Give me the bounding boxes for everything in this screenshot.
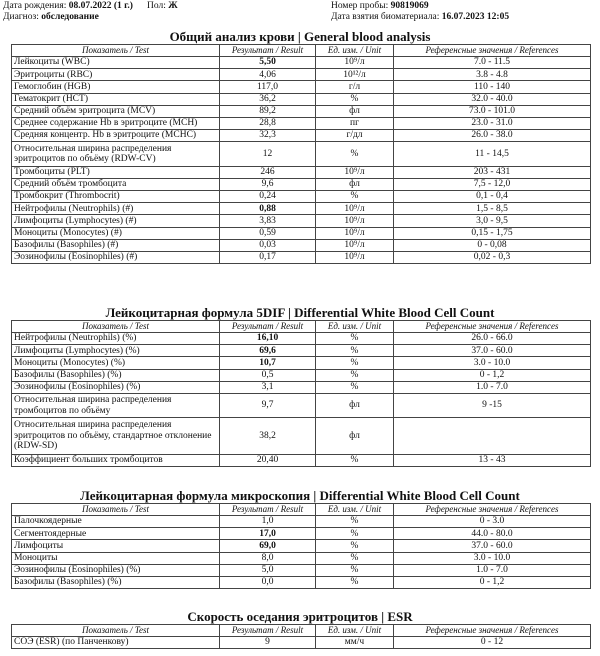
- reference-range: 9 -15: [394, 393, 591, 417]
- unit-value: %: [316, 333, 394, 345]
- result-value: 117,0: [220, 81, 316, 93]
- result-value: 12: [220, 142, 316, 166]
- section-title: Скорость оседания эритроцитов | ESR: [187, 609, 413, 624]
- reference-range: 23.0 - 31.0: [394, 117, 591, 129]
- table-row: [12, 369, 591, 381]
- unit-value: фл: [316, 418, 394, 455]
- reference-range: 11 - 14,5: [394, 142, 591, 166]
- reference-range: 1,5 - 8,5: [394, 203, 591, 215]
- results-table: [11, 320, 591, 467]
- table-row: [12, 227, 591, 239]
- reference-range: 0 - 0,08: [394, 239, 591, 251]
- test-name: Сегментоядерные: [12, 528, 220, 540]
- test-name: Эозинофилы (Eosinophiles) (%): [12, 564, 220, 576]
- unit-value: 10⁹/л: [316, 203, 394, 215]
- test-name: Лимфоциты (Lymphocytes) (%): [12, 345, 220, 357]
- unit-value: пг: [316, 117, 394, 129]
- unit-value: фл: [316, 105, 394, 117]
- column-header-test: Показатель / Test: [12, 45, 220, 57]
- test-name: Моноциты (Monocytes) (%): [12, 357, 220, 369]
- unit-value: %: [316, 369, 394, 381]
- test-name: Гематокрит (HCT): [12, 93, 220, 105]
- birth-date-line: [3, 1, 133, 12]
- unit-value: %: [316, 540, 394, 552]
- reference-range: 1.0 - 7.0: [394, 564, 591, 576]
- result-value: 69,6: [220, 345, 316, 357]
- result-value: 8,0: [220, 552, 316, 564]
- result-value: 89,2: [220, 105, 316, 117]
- test-name: Эритроциты (RBC): [12, 69, 220, 81]
- result-value: 9,7: [220, 393, 316, 417]
- table-row: [12, 333, 591, 345]
- unit-value: 10⁹/л: [316, 252, 394, 264]
- column-header-unit: Ед. изм. / Unit: [316, 504, 394, 516]
- reference-range: 1.0 - 7.0: [394, 381, 591, 393]
- table-row: [12, 637, 591, 649]
- table-row: [12, 117, 591, 129]
- unit-value: 10¹²/л: [316, 69, 394, 81]
- table-row: [12, 564, 591, 576]
- test-name: СОЭ (ESR) (по Панченкову): [12, 637, 220, 649]
- birth-date-value: 08.07.2022 (1 г.): [68, 1, 133, 11]
- table-row: [12, 215, 591, 227]
- table-row: [12, 105, 591, 117]
- table-row: [12, 393, 591, 417]
- test-name: Лейкоциты (WBC): [12, 57, 220, 69]
- table-row: [12, 552, 591, 564]
- column-header-result: Результат / Result: [220, 504, 316, 516]
- results-table: [11, 624, 591, 649]
- test-name: Базофилы (Basophiles) (%): [12, 369, 220, 381]
- column-header-result: Результат / Result: [220, 321, 316, 333]
- result-value: 5,50: [220, 57, 316, 69]
- result-value: 0,03: [220, 239, 316, 251]
- result-value: 9: [220, 637, 316, 649]
- unit-value: 10⁹/л: [316, 239, 394, 251]
- reference-range: 3.8 - 4.8: [394, 69, 591, 81]
- test-name: Относительная ширина распределения эритроцитов по объёму, стандартное отклонение (RDW-SD): [12, 418, 220, 455]
- result-value: 0,5: [220, 369, 316, 381]
- result-value: 3,83: [220, 215, 316, 227]
- result-value: 0,59: [220, 227, 316, 239]
- reference-range: 7.0 - 11.5: [394, 57, 591, 69]
- result-value: 246: [220, 166, 316, 178]
- sample-number-label: Номер пробы:: [331, 1, 389, 11]
- table-row: [12, 357, 591, 369]
- table-row: [12, 57, 591, 69]
- results-table: [11, 44, 591, 264]
- unit-value: %: [316, 345, 394, 357]
- test-name: Тромбоциты (PLT): [12, 166, 220, 178]
- result-value: 10,7: [220, 357, 316, 369]
- unit-value: 10⁹/л: [316, 57, 394, 69]
- result-value: 17,0: [220, 528, 316, 540]
- birth-date-label: Дата рождения:: [3, 1, 67, 11]
- result-value: 36,2: [220, 93, 316, 105]
- test-name: Коэффициент больших тромбоцитов: [12, 454, 220, 466]
- table-row: [12, 528, 591, 540]
- section-title: Общий анализ крови | General blood analysis: [169, 29, 431, 44]
- reference-range: 3,0 - 9,5: [394, 215, 591, 227]
- table-header-row: [12, 321, 591, 333]
- unit-value: %: [316, 564, 394, 576]
- result-value: 3,1: [220, 381, 316, 393]
- test-name: Моноциты: [12, 552, 220, 564]
- sex-line: [147, 1, 178, 12]
- table-row: [12, 576, 591, 588]
- table-row: [12, 381, 591, 393]
- table-row: [12, 69, 591, 81]
- test-name: Тромбокрит (Thrombocrit): [12, 191, 220, 203]
- reference-range: 73.0 - 101.0: [394, 105, 591, 117]
- reference-range: 26.0 - 38.0: [394, 130, 591, 142]
- reference-range: 3.0 - 10.0: [394, 552, 591, 564]
- unit-value: %: [316, 454, 394, 466]
- result-value: 16,10: [220, 333, 316, 345]
- test-name: Относительная ширина распределения эритроцитов по объёму (RDW-CV): [12, 142, 220, 166]
- unit-value: %: [316, 93, 394, 105]
- column-header-result: Результат / Result: [220, 625, 316, 637]
- test-name: Базофилы (Basophiles) (#): [12, 239, 220, 251]
- unit-value: %: [316, 528, 394, 540]
- table-row: [12, 142, 591, 166]
- unit-value: %: [316, 142, 394, 166]
- test-name: Лимфоциты: [12, 540, 220, 552]
- section-title: Лейкоцитарная формула 5DIF | Differential White Blood Cell Count: [105, 305, 495, 320]
- result-value: 0,17: [220, 252, 316, 264]
- sample-number-value: 90819069: [390, 1, 429, 11]
- test-name: Лимфоциты (Lymphocytes) (#): [12, 215, 220, 227]
- test-name: Гемоглобин (HGB): [12, 81, 220, 93]
- collection-date-label: Дата взятия биоматериала:: [331, 12, 440, 22]
- column-header-unit: Ед. изм. / Unit: [316, 45, 394, 57]
- result-value: 5,0: [220, 564, 316, 576]
- reference-range: 37.0 - 60.0: [394, 540, 591, 552]
- reference-range: 0 - 1,2: [394, 369, 591, 381]
- reference-range: 0,1 - 0,4: [394, 191, 591, 203]
- reference-range: 110 - 140: [394, 81, 591, 93]
- result-value: 0,88: [220, 203, 316, 215]
- reference-range: 37.0 - 60.0: [394, 345, 591, 357]
- unit-value: 10⁹/л: [316, 166, 394, 178]
- table-row: [12, 345, 591, 357]
- unit-value: г/л: [316, 81, 394, 93]
- reference-range: [394, 418, 591, 455]
- result-value: 4,06: [220, 69, 316, 81]
- test-name: Относительная ширина распределения тромбоцитов по объёму: [12, 393, 220, 417]
- result-value: 0,24: [220, 191, 316, 203]
- unit-value: мм/ч: [316, 637, 394, 649]
- unit-value: 10⁹/л: [316, 215, 394, 227]
- test-name: Нейтрофилы (Neutrophils) (%): [12, 333, 220, 345]
- reference-range: 0 - 3.0: [394, 516, 591, 528]
- sample-number-line: [331, 1, 429, 12]
- table-row: [12, 191, 591, 203]
- table-row: [12, 81, 591, 93]
- column-header-result: Результат / Result: [220, 45, 316, 57]
- reference-range: 26.0 - 66.0: [394, 333, 591, 345]
- results-table: [11, 503, 591, 589]
- test-name: Эозинофилы (Eosinophiles) (#): [12, 252, 220, 264]
- column-header-reference: Референсные значения / References: [394, 45, 591, 57]
- column-header-reference: Референсные значения / References: [394, 504, 591, 516]
- result-value: 0,0: [220, 576, 316, 588]
- reference-range: 44.0 - 80.0: [394, 528, 591, 540]
- result-value: 32,3: [220, 130, 316, 142]
- reference-range: 203 - 431: [394, 166, 591, 178]
- unit-value: %: [316, 576, 394, 588]
- test-name: Эозинофилы (Eosinophiles) (%): [12, 381, 220, 393]
- test-name: Палочкоядерные: [12, 516, 220, 528]
- sex-label: Пол:: [147, 1, 166, 11]
- table-row: [12, 239, 591, 251]
- collection-date-line: [331, 12, 509, 23]
- test-name: Базофилы (Basophiles) (%): [12, 576, 220, 588]
- collection-date-value: 16.07.2023 12:05: [441, 12, 510, 22]
- reference-range: 32.0 - 40.0: [394, 93, 591, 105]
- result-value: 1,0: [220, 516, 316, 528]
- diagnosis-label: Диагноз:: [3, 12, 39, 22]
- table-header-row: [12, 45, 591, 57]
- test-name: Средняя концентр. Hb в эритроците (MCHC): [12, 130, 220, 142]
- section-title: Лейкоцитарная формула микроскопия | Differential White Blood Cell Count: [80, 488, 520, 503]
- test-name: Среднее содержание Hb в эритроците (MCH): [12, 117, 220, 129]
- test-name: Моноциты (Monocytes) (#): [12, 227, 220, 239]
- result-value: 28,8: [220, 117, 316, 129]
- unit-value: %: [316, 381, 394, 393]
- table-row: [12, 454, 591, 466]
- reference-range: 0 - 1,2: [394, 576, 591, 588]
- table-header-row: [12, 625, 591, 637]
- reference-range: 0,15 - 1,75: [394, 227, 591, 239]
- reference-range: 0 - 12: [394, 637, 591, 649]
- unit-value: 10⁹/л: [316, 227, 394, 239]
- table-row: [12, 178, 591, 190]
- test-name: Средний объём тромбоцита: [12, 178, 220, 190]
- column-header-reference: Референсные значения / References: [394, 625, 591, 637]
- result-value: 69,0: [220, 540, 316, 552]
- unit-value: %: [316, 191, 394, 203]
- result-value: 20,40: [220, 454, 316, 466]
- table-row: [12, 540, 591, 552]
- table-row: [12, 203, 591, 215]
- unit-value: %: [316, 552, 394, 564]
- table-row: [12, 516, 591, 528]
- reference-range: 7,5 - 12,0: [394, 178, 591, 190]
- column-header-test: Показатель / Test: [12, 321, 220, 333]
- column-header-unit: Ед. изм. / Unit: [316, 625, 394, 637]
- diagnosis-value: обследование: [41, 12, 99, 22]
- table-row: [12, 166, 591, 178]
- table-row: [12, 418, 591, 455]
- column-header-unit: Ед. изм. / Unit: [316, 321, 394, 333]
- table-row: [12, 93, 591, 105]
- unit-value: г/дл: [316, 130, 394, 142]
- sex-value: Ж: [168, 1, 178, 11]
- unit-value: фл: [316, 178, 394, 190]
- table-row: [12, 252, 591, 264]
- result-value: 38,2: [220, 418, 316, 455]
- test-name: Средний объём эритроцита (MCV): [12, 105, 220, 117]
- column-header-reference: Референсные значения / References: [394, 321, 591, 333]
- result-value: 9,6: [220, 178, 316, 190]
- diagnosis-line: [3, 12, 99, 23]
- reference-range: 0,02 - 0,3: [394, 252, 591, 264]
- test-name: Нейтрофилы (Neutrophils) (#): [12, 203, 220, 215]
- column-header-test: Показатель / Test: [12, 504, 220, 516]
- unit-value: %: [316, 516, 394, 528]
- reference-range: 3.0 - 10.0: [394, 357, 591, 369]
- unit-value: %: [316, 357, 394, 369]
- reference-range: 13 - 43: [394, 454, 591, 466]
- table-header-row: [12, 504, 591, 516]
- column-header-test: Показатель / Test: [12, 625, 220, 637]
- table-row: [12, 130, 591, 142]
- unit-value: фл: [316, 393, 394, 417]
